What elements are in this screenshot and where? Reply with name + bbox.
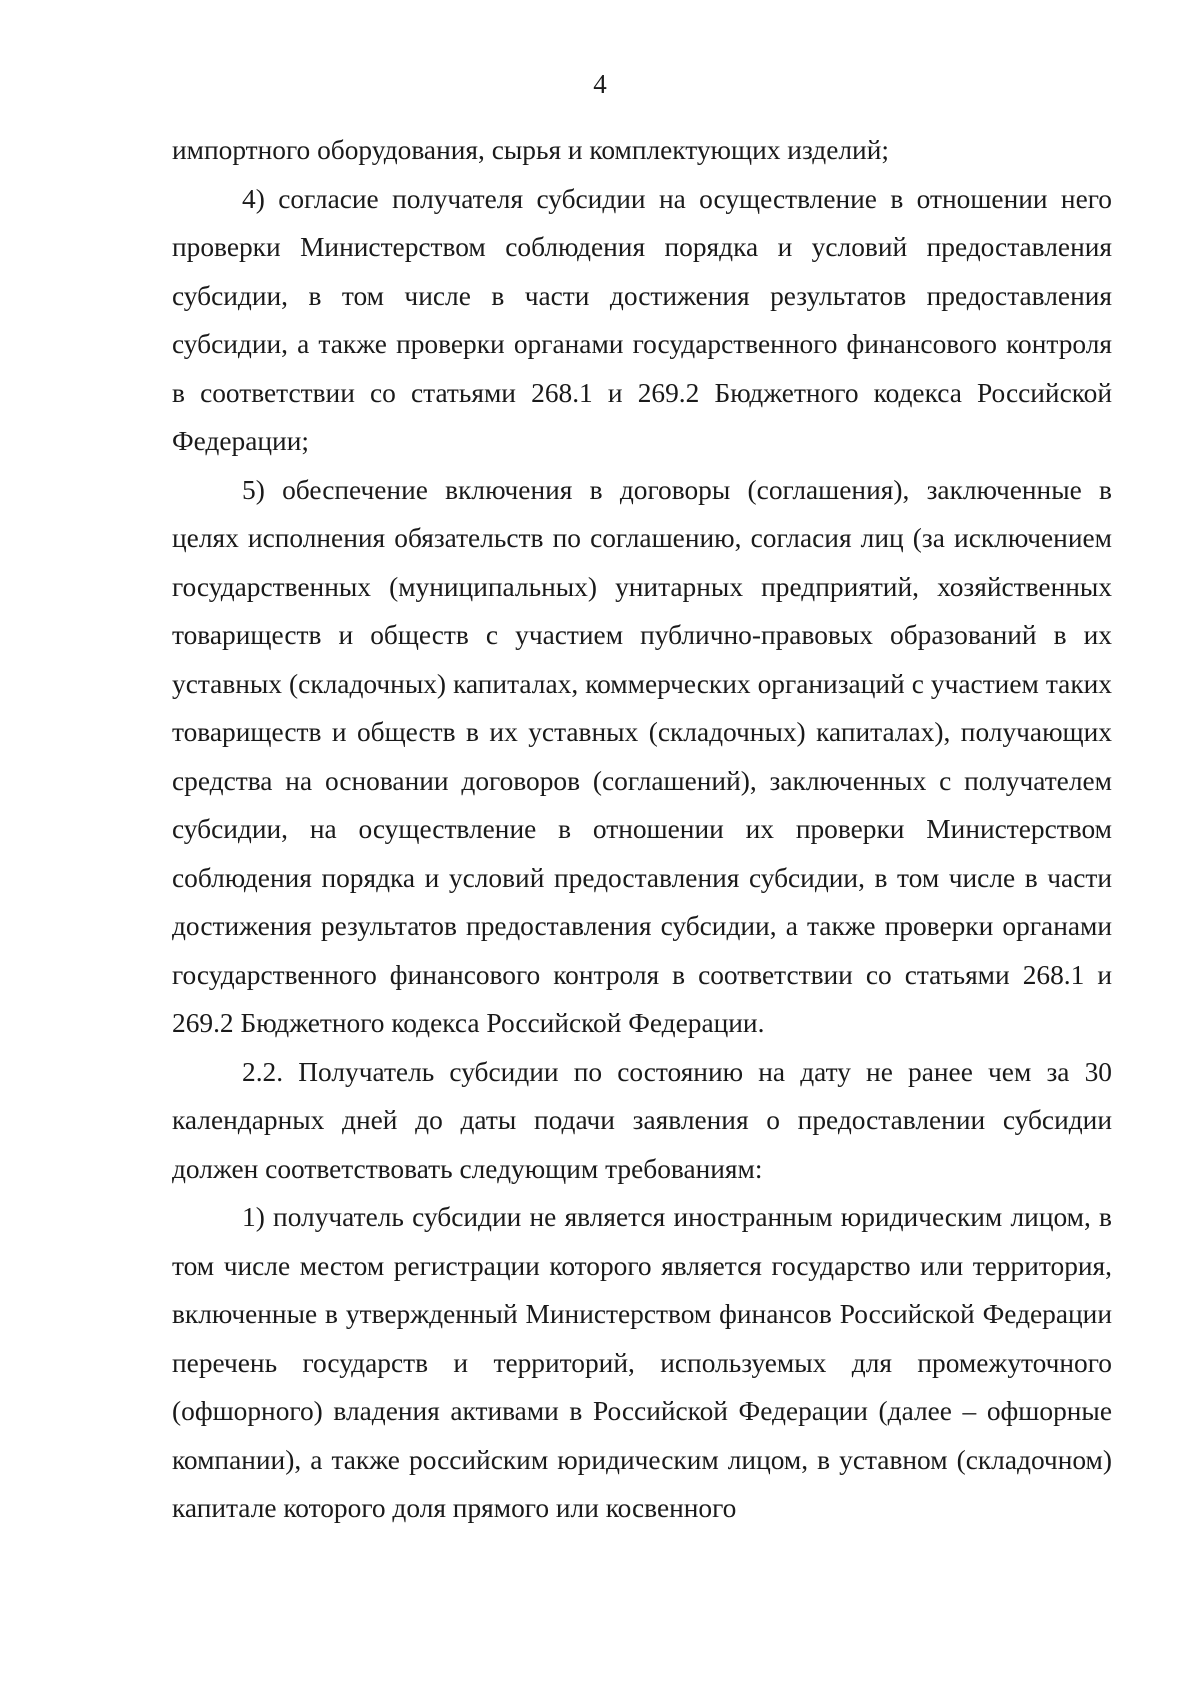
paragraph-requirement-1: 1) получатель субсидии не является иностранным юридическим лицом, в том числе местом регистрации которого является государство или территория, включенные в утвержденный Министерством финансов Российской Федерации перечень государств и территорий, используемых для промежуточного (офшорного) владения активами в Российской Федерации (далее – офшорные компании), а также российским юридическим лицом, в уставном (складочном) капитале которого доля прямого или косвенного xyxy=(172,1202,1112,1523)
paragraph-continuation: импортного оборудования, сырья и комплектующих изделий; xyxy=(172,135,889,165)
paragraph-section-2-2: 2.2. Получатель субсидии по состоянию на дату не ранее чем за 30 календарных дней до даты подачи заявления о предоставлении субсидии должен соответствовать следующим требованиям: xyxy=(172,1056,1112,1184)
paragraph-item-5: 5) обеспечение включения в договоры (соглашения), заключенные в целях исполнения обязательств по соглашению, согласия лиц (за исключением государственных (муниципальных) унитарных предприятий, хозяйственных товариществ и обществ с участием публично-правовых образований в их уставных (складочных) капиталах, коммерческих организаций с участием таких товариществ и обществ в их уставных (складочных) капиталах), получающих средства на основании договоров (соглашений), заключенных с получателем субсидии, на осуществление в отношении их проверки Министерством соблюдения порядка и условий предоставления субсидии, в том числе в части достижения результатов предоставления субсидии, а также проверки органами государственного финансового контроля в соответствии со статьями 268.1 и 269.2 Бюджетного кодекса Российской Федерации. xyxy=(172,474,1112,1038)
document-body xyxy=(172,126,1112,1533)
page-number: 4 xyxy=(593,69,607,99)
paragraph-item-4: 4) согласие получателя субсидии на осуществление в отношении него проверки Министерством соблюдения порядка и условий предоставления субсидии, в том числе в части достижения результатов предоставления субсидии, а также проверки органами государственного финансового контроля в соответствии со статьями 268.1 и 269.2 Бюджетного кодекса Российской Федерации; xyxy=(172,183,1112,456)
